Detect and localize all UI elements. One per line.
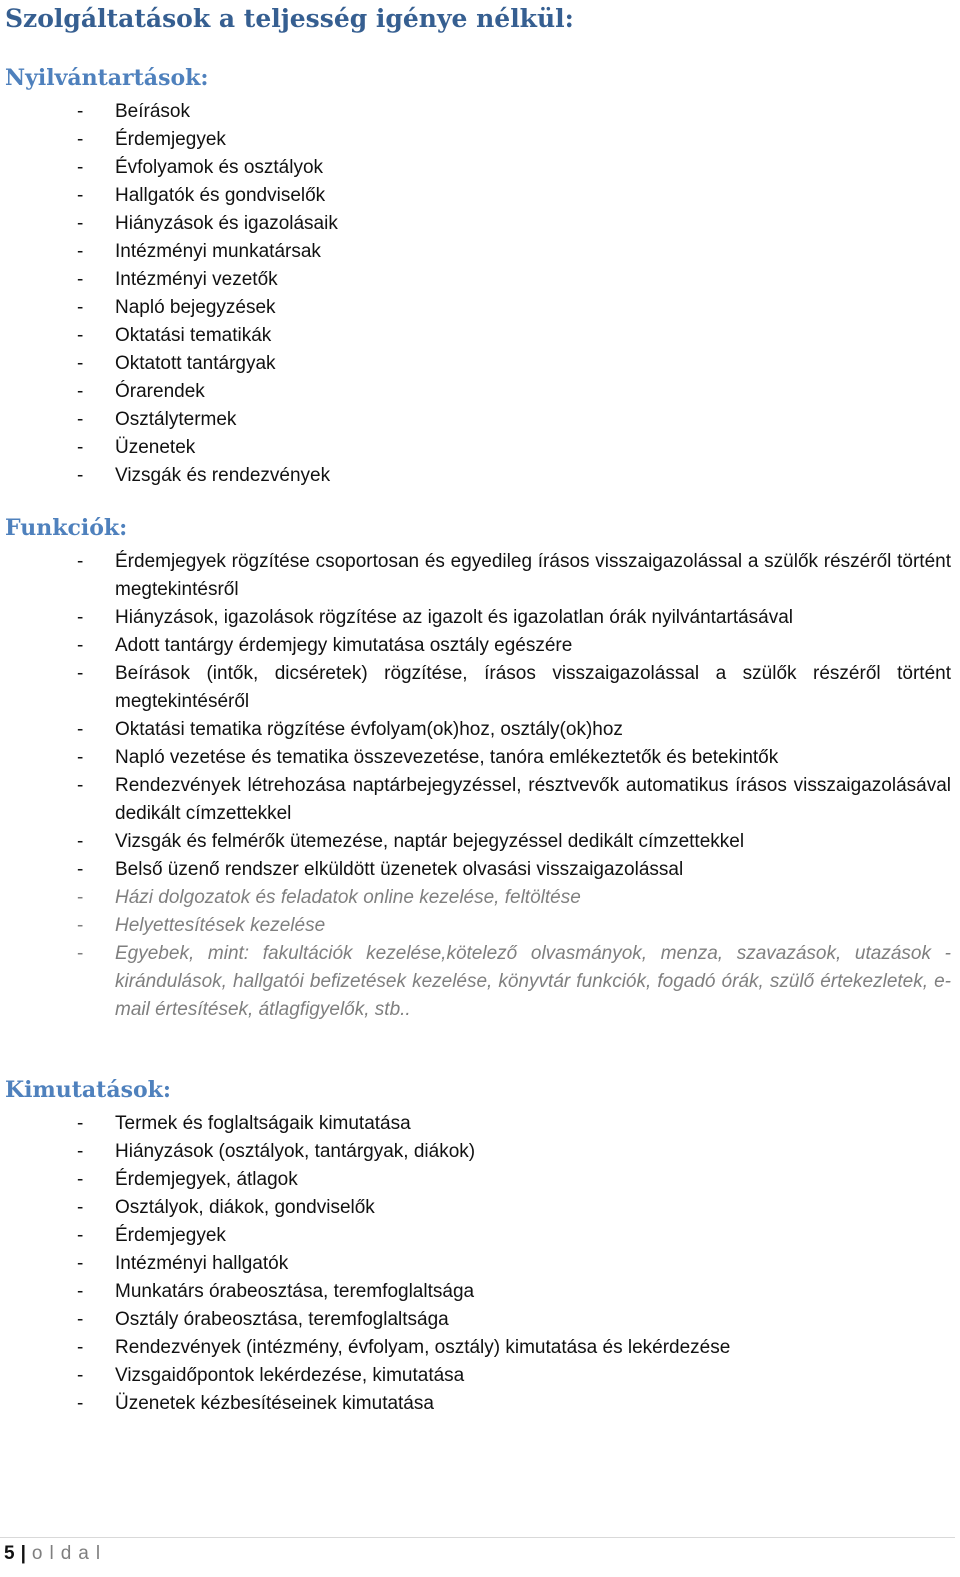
list-item (0, 1110, 960, 1138)
list-item (0, 1250, 960, 1278)
list-item-text: Évfolyamok és osztályok (115, 157, 324, 178)
list-item-text: Érdemjegyek rögzítése csoportosan és egyedileg írásos visszaigazolással a szülők részéről történt megtekintésről (115, 551, 951, 600)
list-item (0, 1306, 960, 1334)
list-marker: - (77, 325, 84, 346)
list-item-text: Munkatárs órabeosztása, teremfoglaltsága (115, 1281, 475, 1302)
list-item-text: Oktatási tematikák (115, 325, 272, 346)
section-heading-nyilvantartasok: Nyilvántartások: (5, 65, 209, 91)
list-marker: - (77, 101, 84, 122)
list-marker: - (77, 719, 84, 740)
list-marker: - (77, 775, 84, 796)
page-title: Szolgáltatások a teljesség igénye nélkül: (5, 4, 574, 33)
list-marker: - (77, 241, 84, 262)
list-marker: - (77, 409, 84, 430)
list-marker: - (77, 213, 84, 234)
list-marker: - (77, 635, 84, 656)
section-heading-funkciok: Funkciók: (5, 515, 128, 541)
list-item (0, 828, 960, 856)
list-item (0, 1222, 960, 1250)
list-item (0, 378, 960, 406)
list-item (0, 660, 960, 716)
nyilvantartasok-list (0, 98, 960, 490)
kimutatasok-list (0, 1110, 960, 1418)
list-marker: - (77, 663, 84, 684)
list-item-text: Rendezvények létrehozása naptárbejegyzéssel, résztvevők automatikus írásos visszaigazolásával dedikált címzettekkel (115, 775, 951, 824)
list-item-text: Helyettesítések kezelése (115, 915, 326, 936)
list-item (0, 604, 960, 632)
list-marker: - (77, 859, 84, 880)
list-item (0, 126, 960, 154)
list-item-text: Vizsgaidőpontok lekérdezése, kimutatása (115, 1365, 465, 1386)
list-item (0, 434, 960, 462)
list-item-text: Adott tantárgy érdemjegy kimutatása osztály egészére (115, 635, 573, 656)
list-item-text: Hiányzások és igazolásaik (115, 213, 338, 234)
list-marker: - (77, 353, 84, 374)
list-marker: - (77, 1337, 84, 1358)
list-item-text: Beírások (intők, dicséretek) rögzítése, írásos visszaigazolással a szülők részéről történt megtekintéséről (115, 663, 951, 712)
list-item-text: Oktatott tantárgyak (115, 353, 276, 374)
list-item-text: Hiányzások, igazolások rögzítése az igazolt és igazolatlan órák nyilvántartásával (115, 607, 794, 628)
page-label: oldal (31, 1543, 108, 1564)
list-item-text: Intézményi vezetők (115, 269, 278, 290)
list-marker: - (77, 157, 84, 178)
planned-list-item (0, 940, 960, 1024)
list-marker: - (77, 1365, 84, 1386)
list-item-text: Belső üzenő rendszer elküldött üzenetek olvasási visszaigazolással (115, 859, 684, 880)
list-marker: - (77, 747, 84, 768)
list-item-text: Vizsgák és rendezvények (115, 465, 331, 486)
list-item (0, 1362, 960, 1390)
list-marker: - (77, 1113, 84, 1134)
section-heading-kimutatasok: Kimutatások: (5, 1077, 172, 1103)
list-item-text: Osztálytermek (115, 409, 237, 430)
list-item (0, 182, 960, 210)
list-item-text: Oktatási tematika rögzítése évfolyam(ok)hoz, osztály(ok)hoz (115, 719, 623, 740)
list-item (0, 856, 960, 884)
list-item (0, 1334, 960, 1362)
list-item-text: Egyebek, mint: fakultációk kezelése,kötelező olvasmányok, menza, szavazások, utazások - kirándulások, hallgatói befizetések kezelése, könyvtár funkciók, fogadó órák, szülő értekezletek, e-mail értesítések, átlagfigyelők, stb.. (115, 943, 951, 1020)
list-item-text: Üzenetek (115, 437, 196, 458)
list-item-text: Házi dolgozatok és feladatok online kezelése, feltöltése (115, 887, 581, 908)
list-item (0, 98, 960, 126)
list-marker: - (77, 1309, 84, 1330)
list-marker: - (77, 1169, 84, 1190)
list-marker: - (77, 1141, 84, 1162)
list-marker: - (77, 129, 84, 150)
list-item (0, 294, 960, 322)
list-marker: - (77, 1281, 84, 1302)
list-item (0, 1166, 960, 1194)
list-item (0, 548, 960, 604)
list-item-text: Napló vezetése és tematika összevezetése, tanóra emlékeztetők és betekintők (115, 747, 779, 768)
list-marker: - (77, 381, 84, 402)
list-marker: - (77, 437, 84, 458)
list-item (0, 350, 960, 378)
list-item-text: Beírások (115, 101, 190, 122)
list-item-text: Hiányzások (osztályok, tantárgyak, diákok) (115, 1141, 476, 1162)
list-marker: - (77, 465, 84, 486)
list-item-text: Intézményi hallgatók (115, 1253, 289, 1274)
list-marker: - (77, 551, 84, 572)
list-item-text: Osztályok, diákok, gondviselők (115, 1197, 375, 1218)
list-item (0, 632, 960, 660)
list-item-text: Vizsgák és felmérők ütemezése, naptár bejegyzéssel dedikált címzettekkel (115, 831, 745, 852)
list-item (0, 322, 960, 350)
list-item-text: Üzenetek kézbesítéseinek kimutatása (115, 1393, 434, 1414)
list-item (0, 744, 960, 772)
page-footer (4, 1541, 107, 1567)
list-marker: - (77, 1225, 84, 1246)
list-marker: - (77, 887, 84, 908)
list-item-text: Érdemjegyek, átlagok (115, 1169, 298, 1190)
list-item (0, 406, 960, 434)
list-item (0, 1194, 960, 1222)
list-marker: - (77, 1253, 84, 1274)
list-marker: - (77, 607, 84, 628)
list-item (0, 462, 960, 490)
list-item-text: Napló bejegyzések (115, 297, 276, 318)
list-item (0, 716, 960, 744)
list-item-text: Hallgatók és gondviselők (115, 185, 326, 206)
page-number: 5 (4, 1543, 15, 1564)
list-item (0, 266, 960, 294)
list-item-text: Érdemjegyek (115, 129, 226, 150)
footer-divider (0, 1537, 955, 1538)
list-marker: - (77, 943, 84, 964)
list-item-text: Érdemjegyek (115, 1225, 226, 1246)
list-item (0, 772, 960, 828)
list-marker: - (77, 297, 84, 318)
list-marker: - (77, 831, 84, 852)
list-item-text: Órarendek (115, 381, 205, 402)
list-item-text: Osztály órabeosztása, teremfoglaltsága (115, 1309, 449, 1330)
list-item (0, 210, 960, 238)
list-marker: - (77, 269, 84, 290)
list-marker: - (77, 915, 84, 936)
list-marker: - (77, 1393, 84, 1414)
planned-list-item (0, 884, 960, 912)
list-item-text: Rendezvények (intézmény, évfolyam, osztály) kimutatása és lekérdezése (115, 1337, 731, 1358)
list-item (0, 238, 960, 266)
footer-separator: | (20, 1543, 26, 1564)
list-item (0, 154, 960, 182)
list-item (0, 1278, 960, 1306)
funkciok-list (0, 548, 960, 1024)
planned-list-item (0, 912, 960, 940)
list-item (0, 1138, 960, 1166)
list-item-text: Intézményi munkatársak (115, 241, 321, 262)
list-item-text: Termek és foglaltságaik kimutatása (115, 1113, 411, 1134)
list-marker: - (77, 1197, 84, 1218)
list-marker: - (77, 185, 84, 206)
list-item (0, 1390, 960, 1418)
